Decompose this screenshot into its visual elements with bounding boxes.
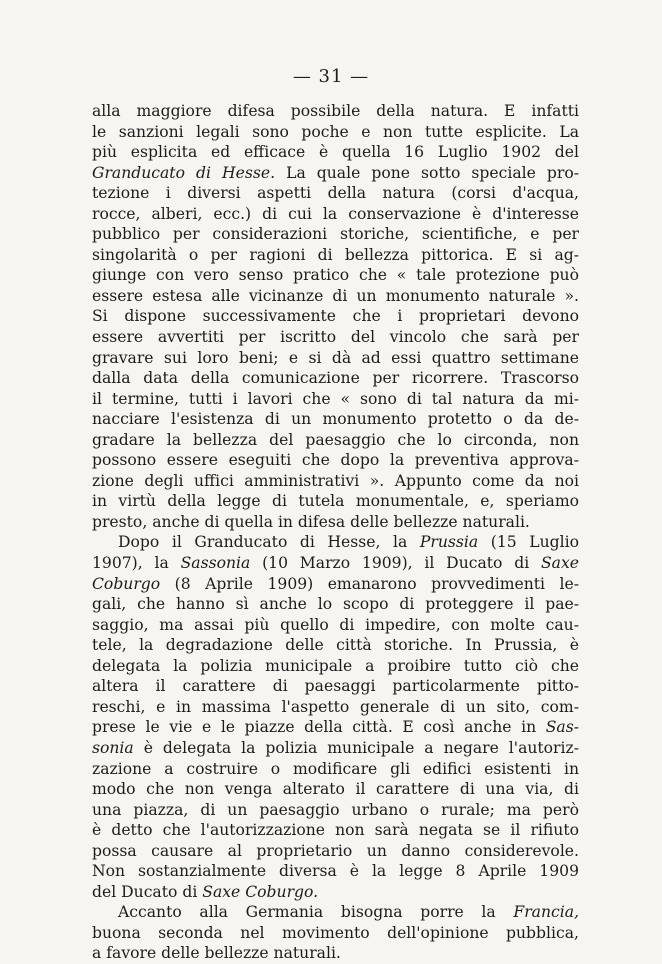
text-run: tele, la degradazione delle città storiche. In Prussia, è [92,636,579,655]
text-line [92,574,579,595]
text-run: giunge con vero senso pratico che « tale protezione può [92,266,579,285]
text-line [92,491,579,512]
italic-text: Sas- [545,718,579,737]
text-line [92,224,579,245]
text-line [92,923,579,944]
text-line [92,882,579,903]
text-run: presto, anche di quella in difesa delle bellezze naturali. [92,512,530,531]
text-line [92,306,579,327]
text-run: essere avvertiti per iscritto del vincolo che sarà per [92,328,579,347]
paragraph [92,902,579,964]
text-run: saggio, ma assai più quello di impedire, con molte cau- [92,615,579,634]
text-run: essere estesa alle vicinanze di un monumento naturale ». [92,286,579,305]
text-run: Dopo il Granducato di Hesse, la [118,533,420,552]
text-run: Accanto alla Germania bisogna porre la [118,903,514,922]
text-line [92,409,579,430]
text-line [92,286,579,307]
text-line [92,779,579,800]
text-run: a favore delle bellezze naturali. [92,944,341,963]
text-run: il termine, tutti i lavori che « sono di tal natura da mi- [92,389,579,408]
text-line [92,635,579,656]
text-line [92,532,579,553]
text-line [92,553,579,574]
text-run: rocce, alberi, ecc.) di cui la conservazione è d'interesse [92,204,579,223]
text-line [92,759,579,780]
text-run: dalla data della comunicazione per ricorrere. Trascorso [92,369,579,388]
text-run: possa causare al proprietario un danno considerevole. [92,841,579,860]
text-line [92,389,579,410]
text-line [92,101,579,122]
page-number: — 31 — [292,66,370,87]
text-run: nacciare l'esistenza di un monumento protetto o da de- [92,410,579,429]
text-run: 1907), la [92,554,181,573]
text-line [92,471,579,492]
text-line [92,450,579,471]
text-line [92,327,579,348]
text-line [92,265,579,286]
text-run: zazione a costruire o modificare gli edifici esistenti in [92,759,579,778]
text-run: è detto che l'autorizzazione non sarà negata se il rifiuto [92,821,579,840]
text-run: modo che non venga alterato il carattere di una via, di [92,780,579,799]
text-run: Non sostanzialmente diversa è la legge 8 Aprile 1909 [92,862,579,881]
text-line [92,368,579,389]
text-run: delegata la polizia municipale a proibire tutto ciò che [92,656,579,675]
text-line [92,738,579,759]
text-line [92,615,579,636]
text-line [92,697,579,718]
text-line [92,861,579,882]
text-line [92,512,579,533]
text-line [92,800,579,821]
text-line [92,717,579,738]
text-line [92,943,579,964]
text-run: prese le vie e le piazze della città. E così anche in [92,718,546,737]
italic-text: Prussia [419,533,479,552]
text-run: buona seconda nel movimento dell'opinione pubblica, [92,923,579,942]
text-line [92,820,579,841]
text-run: del Ducato di [92,882,203,901]
italic-text: Granducato di Hesse. [92,163,276,182]
text-line [92,348,579,369]
text-run: (15 Luglio [478,533,579,552]
paragraph [92,532,579,902]
italic-text: Francia, [513,903,579,922]
text-run: La quale pone sotto speciale pro- [275,163,579,182]
text-run: è delegata la polizia municipale a negare l'autoriz- [133,738,579,757]
text-run: più esplicita ed efficace è quella 16 Luglio 1902 del [92,143,579,162]
text-run: pubblico per considerazioni storiche, scientifiche, e per [92,225,579,244]
text-line [92,142,579,163]
text-run: (8 Aprile 1909) emanarono provvedimenti le- [160,574,579,593]
text-run: reschi, e in massima l'aspetto generale di un sito, com- [92,697,579,716]
text-run: le sanzioni legali sono poche e non tutte esplicite. La [92,122,579,141]
text-run: Si dispone successivamente che i proprietari devono [92,307,579,326]
text-run: gali, che hanno sì anche lo scopo di proteggere il pae- [92,595,579,614]
text-run: altera il carattere di paesaggi particolarmente pitto- [92,677,579,696]
text-run: tezione i diversi aspetti della natura (corsi d'acqua, [92,184,579,203]
italic-text: Saxe Coburgo. [202,882,319,901]
text-line [92,430,579,451]
italic-text: Saxe [540,554,579,573]
text-run: singolarità o per ragioni di bellezza pittorica. E si ag- [92,245,579,264]
text-line [92,656,579,677]
text-line [92,902,579,923]
text-run: in virtù della legge di tutela monumentale, e, speriamo [92,492,579,511]
text-line [92,122,579,143]
text-line [92,594,579,615]
text-run: alla maggiore difesa possibile della natura. E infatti [92,102,579,120]
italic-text: Coburgo [92,574,161,593]
text-run: gravare sui loro beni; e si dà ad essi quattro settimane [92,348,579,367]
text-run: possono essere eseguiti che dopo la preventiva approva- [92,451,579,470]
text-line [92,245,579,266]
text-run: una piazza, di un paesaggio urbano o rurale; ma però [92,800,579,819]
italic-text: Sassonia [180,554,251,573]
text-run: gradare la bellezza del paesaggio che lo circonda, non [92,430,579,449]
text-line [92,676,579,697]
paragraph [92,101,579,532]
text-line [92,183,579,204]
text-line [92,204,579,225]
text-run: (10 Marzo 1909), il Ducato di [250,554,541,573]
text-line [92,163,579,184]
text-line [92,841,579,862]
body-text [92,101,579,964]
text-run: zione degli uffici amministrativi ». Appunto come da noi [92,471,579,490]
italic-text: sonia [92,738,134,757]
